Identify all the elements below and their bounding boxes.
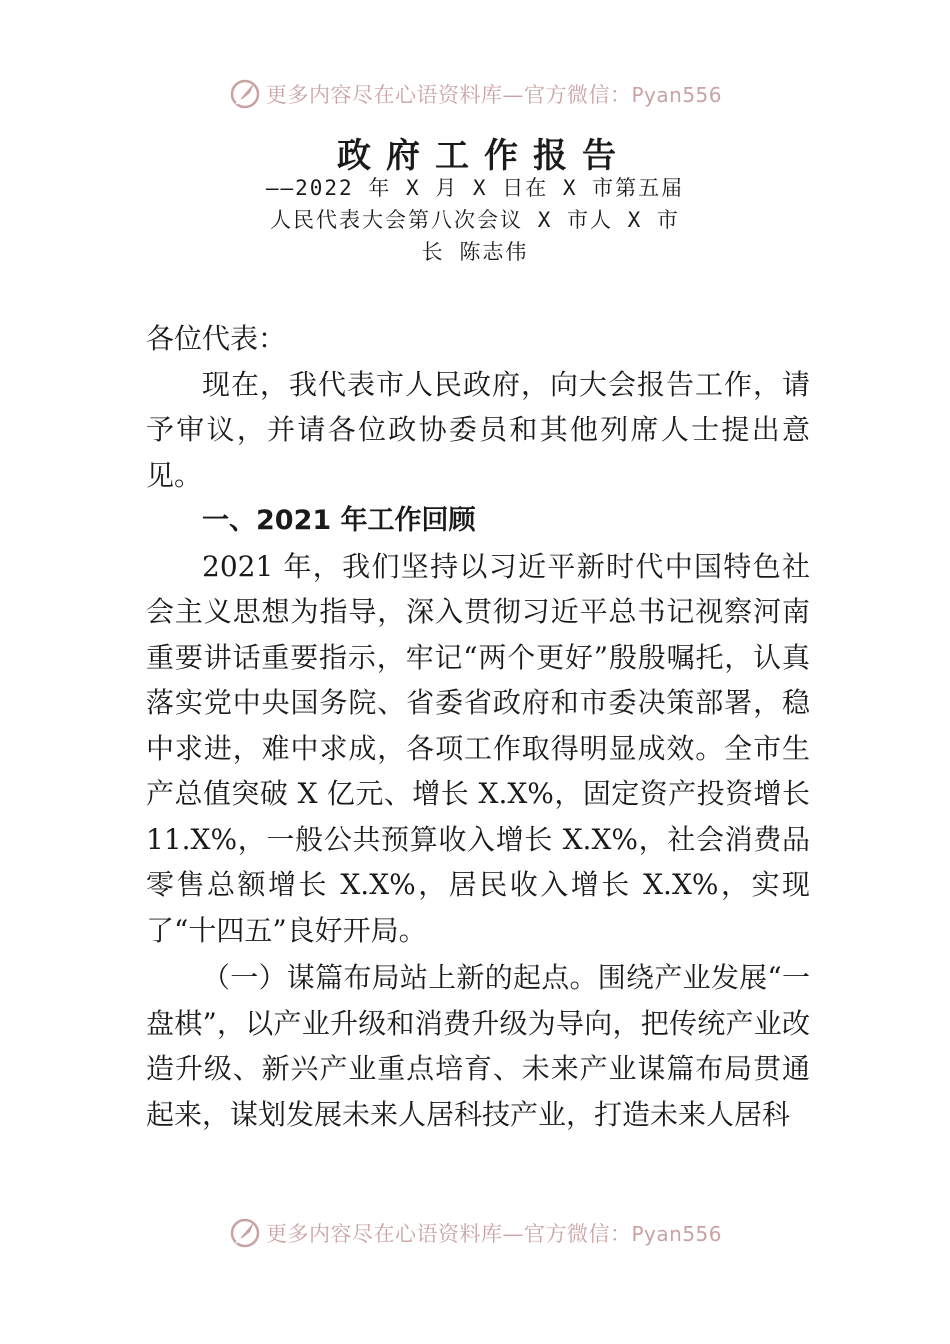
- watermark-footer: [0, 1213, 950, 1253]
- document-subtitle: [0, 172, 950, 268]
- body-paragraph: 2021 年，我们坚持以习近平新时代中国特色社会主义思想为指导，深入贯彻习近平总书记视察河南重要讲话重要指示，牢记“两个更好”殷殷嘱托，认真落实党中央国务院、省委省政府和市委决策部署，稳中求进，难中求成，各项工作取得明显成效。全市生产总值突破 X 亿元、增长 X.X%，固定资产投资增长 11.X%，一般公共预算收入增长 X.X%，社会消费品零售总额增长 X.X%，居民收入增长 X.X%，实现了“十四五”良好开局。: [146, 549, 810, 947]
- salutation: 各位代表：: [146, 322, 287, 355]
- subtitle-line: 长 陈志伟: [421, 240, 529, 264]
- watermark-wechat-id: Pyan556: [631, 1222, 722, 1246]
- watermark-wechat-id: Pyan556: [631, 83, 722, 107]
- document-body: [146, 316, 810, 1137]
- section-heading: 一、2021 年工作回顾: [202, 505, 476, 536]
- document-title: 政府工作报告: [337, 136, 631, 176]
- watermark-text: 更多内容尽在心语资料库—官方微信：Pyan556: [265, 83, 722, 107]
- subtitle-line: 人民代表大会第八次会议 X 市人 X 市: [270, 208, 680, 232]
- subtitle-line: ——2022 年 X 月 X 日在 X 市第五届: [265, 176, 685, 200]
- quill-pen-logo-icon: [228, 77, 262, 111]
- body-paragraph: （一）谋篇布局站上新的起点。围绕产业发展“一盘棋”，以产业升级和消费升级为导向，把传统产业改造升级、新兴产业重点培育、未来产业谋篇布局贯通起来，谋划发展未来人居科技产业，打造未来人居科: [146, 961, 810, 1131]
- intro-paragraph: 现在，我代表市人民政府，向大会报告工作，请予审议，并请各位政协委员和其他列席人士提出意见。: [146, 367, 810, 492]
- watermark-text: 更多内容尽在心语资料库—官方微信：Pyan556: [265, 1222, 722, 1246]
- quill-pen-logo-icon: [228, 1216, 262, 1250]
- watermark-header: [0, 74, 950, 114]
